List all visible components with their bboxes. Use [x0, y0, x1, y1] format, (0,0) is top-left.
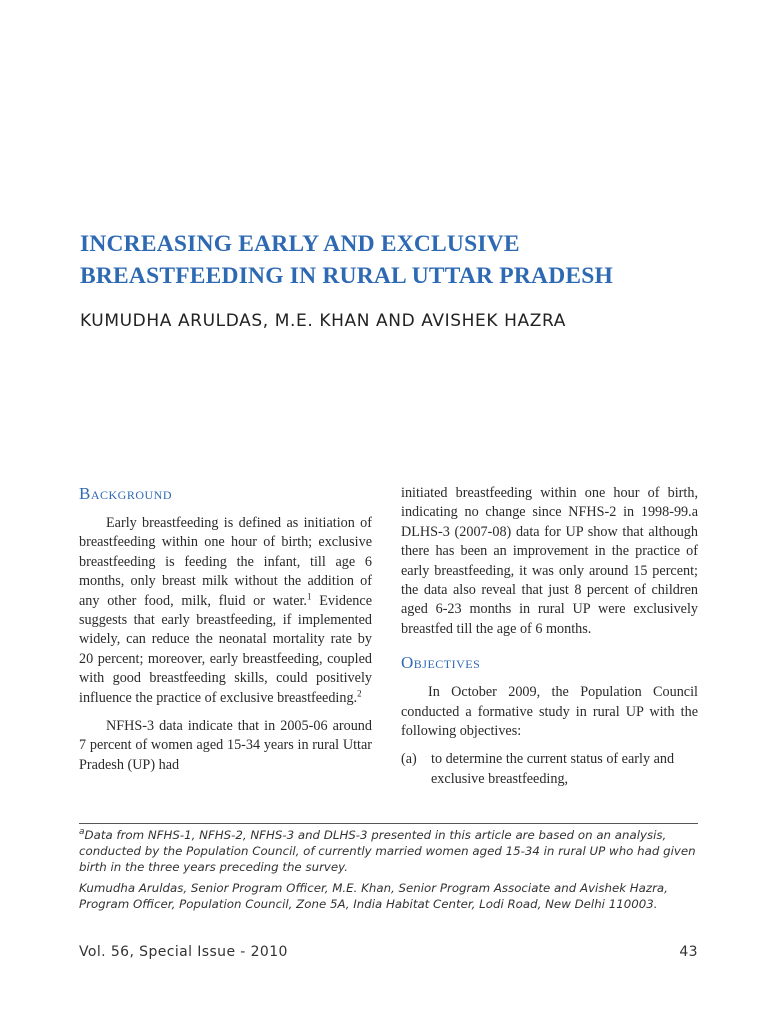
right-column: [401, 484, 698, 789]
author-list: KUMUDHA ARULDAS, M.E. KHAN AND AVISHEK HAZRA: [80, 311, 566, 331]
author-affiliations: Kumudha Aruldas, Senior Program Officer, M.E. Khan, Senior Program Associate and Avishek Hazra, Program Officer, Population Council, Zone 5A, India Habitat Center, Lodi Road, New Delhi 110003.: [79, 881, 668, 911]
footnote-a-text: Data from NFHS-1, NFHS-2, NFHS-3 and DLHS-3 presented in this article are based on an analysis, conducted by the Population Council, of currently married women aged 15-34 in rural UP who had given birth in the three years preceding the survey.: [79, 828, 696, 874]
footnote-ref-2: 2: [357, 687, 362, 698]
title-line-2: BREASTFEEDING IN RURAL UTTAR PRADESH: [80, 263, 613, 289]
footnote-a: [79, 827, 704, 875]
objectives-heading: Objectives: [401, 653, 481, 673]
article-title: [80, 228, 720, 292]
left-column: [79, 484, 372, 784]
objectives-intro: In October 2009, the Population Council conducted a formative study in rural UP with the following objectives:: [401, 684, 698, 740]
background-paragraph-2: NFHS-3 data indicate that in 2005-06 around 7 percent of women aged 15-34 years in rural Uttar Pradesh (UP) had: [79, 718, 372, 773]
objective-marker: (a): [401, 751, 417, 768]
footnote-a-marker: a: [79, 827, 85, 838]
objective-item-a: [401, 750, 698, 789]
p1-text: Early breastfeeding is defined as initiation of breastfeeding within one hour of birth; exclusive breastfeeding is feeding the infant, till age 6 months, only breast milk without the addition of any other food, milk, fluid or water.: [79, 515, 372, 609]
title-line-1: INCREASING EARLY AND EXCLUSIVE: [80, 231, 520, 257]
page-footer: [79, 944, 698, 960]
p1b-text: Evidence suggests that early breastfeeding, if implemented widely, can reduce the neonatal mortality rate by 20 percent; moreover, early breastfeeding, coupled with good breastfeeding skills, could positively influence the practice of exclusive breastfeeding.: [79, 592, 372, 706]
page-number: 43: [679, 944, 698, 960]
background-heading: Background: [79, 484, 173, 503]
footnote-ref-1: 1: [306, 590, 312, 601]
journal-volume: Vol. 56, Special Issue - 2010: [79, 944, 288, 960]
background-paragraph-3: initiated breastfeeding within one hour of birth, indicating no change since NFHS-2 in 1998-99.a DLHS-3 (2007-08) data for UP show that although there has been an improvement in the practice of early breastfeeding, it was only around 15 percent; the data also reveal that just 8 percent of children aged 6-23 months in rural UP were exclusively breastfed till the age of 6 months.: [401, 485, 698, 637]
footnote-divider: [79, 823, 698, 824]
objective-text: to determine the current status of early and exclusive breastfeeding,: [431, 751, 675, 787]
footnotes: [79, 827, 704, 917]
background-paragraph-1: [79, 514, 372, 708]
